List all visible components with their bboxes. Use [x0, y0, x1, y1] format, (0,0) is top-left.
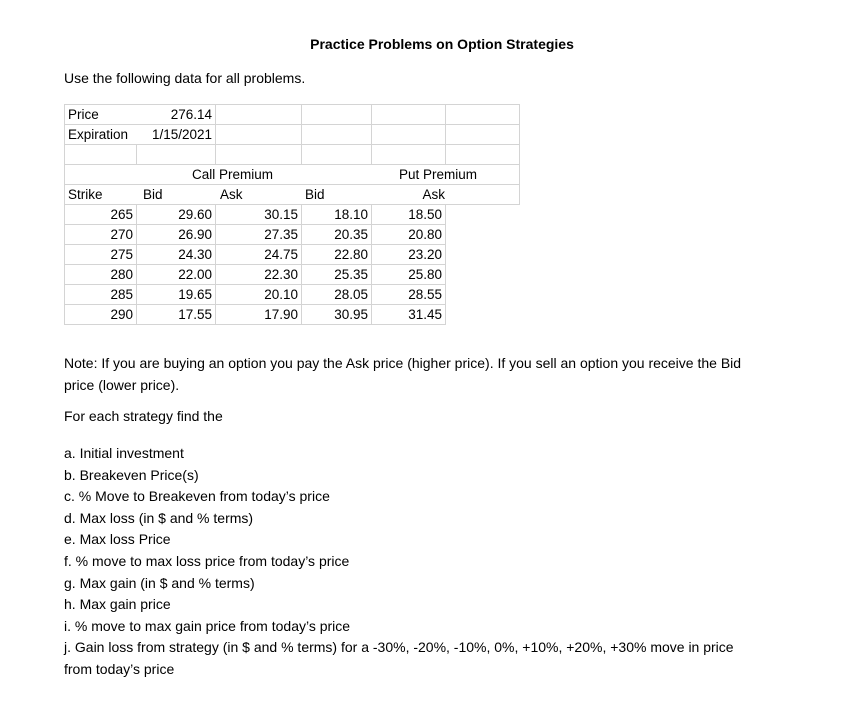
strike-cell: 285	[65, 285, 137, 305]
strike-cell: 270	[65, 225, 137, 245]
for-each-text: For each strategy find the	[64, 408, 223, 424]
put-ask-cell: 28.55	[372, 285, 446, 305]
put-ask-cell: 31.45	[372, 305, 446, 325]
call-bid-cell: 29.60	[137, 205, 216, 225]
list-item: i. % move to max gain price from today’s price	[64, 617, 351, 634]
table-row	[65, 265, 520, 285]
call-ask-header: Ask	[216, 185, 302, 205]
list-item: f. % move to max loss price from today’s price	[64, 552, 350, 569]
expiration-row	[65, 125, 520, 145]
strike-header: Strike	[65, 185, 137, 205]
intro-text: Use the following data for all problems.	[64, 70, 306, 86]
put-ask-cell: 25.80	[372, 265, 446, 285]
strike-cell: 275	[65, 245, 137, 265]
put-ask-cell: 18.50	[372, 205, 446, 225]
call-bid-header: Bid	[137, 185, 216, 205]
list-item: c. % Move to Breakeven from today’s price	[64, 488, 330, 505]
call-premium-header: Call Premium	[137, 165, 302, 185]
call-bid-cell: 26.90	[137, 225, 216, 245]
table-row	[65, 225, 520, 245]
put-bid-cell: 18.10	[302, 205, 372, 225]
call-ask-cell: 22.30	[216, 265, 302, 285]
price-row	[65, 105, 520, 125]
call-ask-cell: 17.90	[216, 305, 302, 325]
premium-header-row	[65, 165, 520, 185]
call-ask-cell: 30.15	[216, 205, 302, 225]
note-text: Note: If you are buying an option you pay the Ask price (higher price). If you sell an option you receive the Bid price (lower price).	[64, 355, 742, 393]
call-bid-cell: 22.00	[137, 265, 216, 285]
table-row	[65, 285, 520, 305]
strike-cell: 290	[65, 305, 137, 325]
call-ask-cell: 24.75	[216, 245, 302, 265]
put-ask-cell: 23.20	[372, 245, 446, 265]
question-list	[64, 443, 764, 681]
strike-cell: 280	[65, 265, 137, 285]
list-item: b. Breakeven Price(s)	[64, 466, 199, 483]
put-ask-cell: 20.80	[372, 225, 446, 245]
call-ask-cell: 27.35	[216, 225, 302, 245]
expiration-value: 1/15/2021	[137, 125, 216, 145]
page-title: Practice Problems on Option Strategies	[310, 36, 574, 52]
table-row	[65, 205, 520, 225]
option-data-table	[64, 104, 520, 325]
list-item: a. Initial investment	[64, 445, 184, 461]
price-value: 276.14	[137, 105, 216, 125]
strike-cell: 265	[65, 205, 137, 225]
list-item: e. Max loss Price	[64, 531, 171, 548]
call-ask-cell: 20.10	[216, 285, 302, 305]
put-bid-cell: 28.05	[302, 285, 372, 305]
call-bid-cell: 19.65	[137, 285, 216, 305]
column-header-row	[65, 185, 520, 205]
price-label: Price	[65, 105, 137, 125]
table-row	[65, 245, 520, 265]
list-item: h. Max gain price	[64, 596, 171, 613]
call-bid-cell: 17.55	[137, 305, 216, 325]
put-bid-cell: 20.35	[302, 225, 372, 245]
put-bid-cell: 25.35	[302, 265, 372, 285]
list-item: g. Max gain (in $ and % terms)	[64, 574, 255, 591]
blank-row	[65, 145, 520, 165]
put-ask-header: Ask	[372, 185, 446, 205]
expiration-label: Expiration	[65, 125, 137, 145]
list-item: j. Gain loss from strategy (in $ and % terms) for a -30%, -20%, -10%, 0%, +10%, +20%, +30% move in price from today’s price	[64, 639, 734, 677]
call-bid-cell: 24.30	[137, 245, 216, 265]
put-premium-header: Put Premium	[372, 165, 520, 185]
table-row	[65, 305, 520, 325]
put-bid-cell: 30.95	[302, 305, 372, 325]
list-item: d. Max loss (in $ and % terms)	[64, 509, 254, 526]
put-bid-header: Bid	[302, 185, 372, 205]
put-bid-cell: 22.80	[302, 245, 372, 265]
